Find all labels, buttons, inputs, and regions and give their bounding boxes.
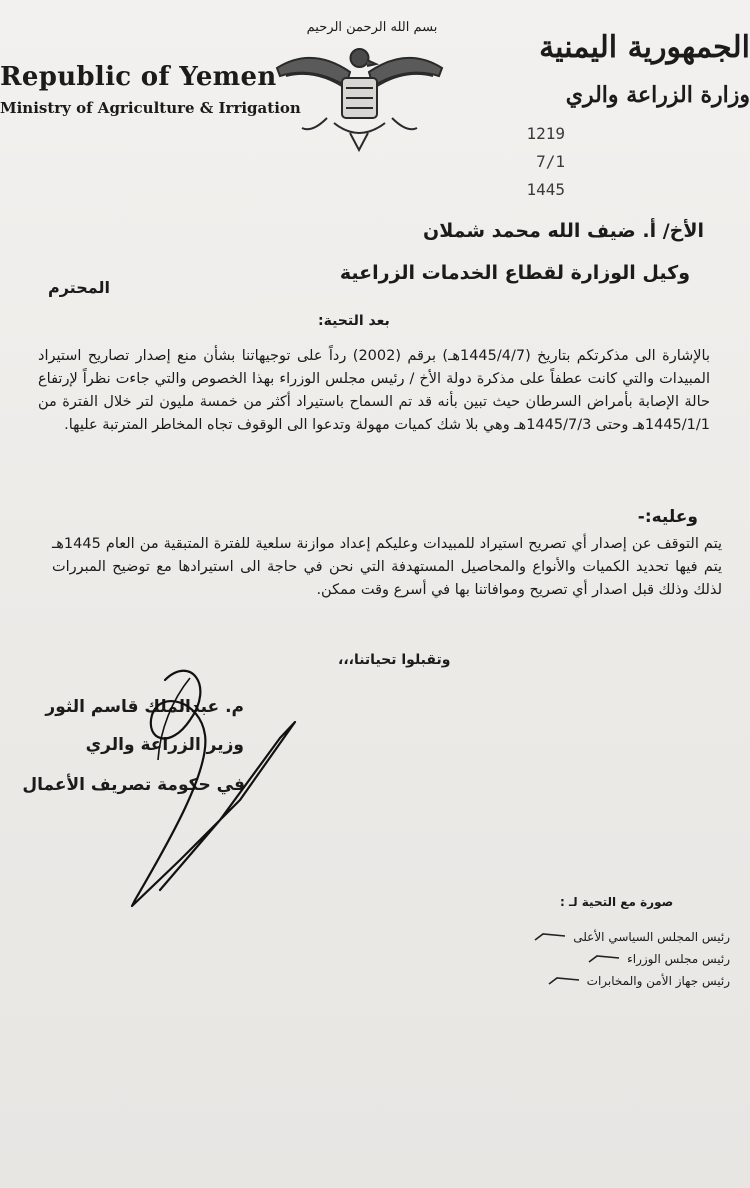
- addressee-title: وكيل الوزارة لقطاع الخدمات الزراعية: [339, 262, 690, 284]
- signatory-title: وزير الزراعة والري: [85, 735, 244, 755]
- check-mark-icon: [547, 974, 581, 988]
- addressee-name: الأخ/ أ. ضيف الله محمد شملان: [422, 220, 704, 242]
- english-country-name: Republic of Yemen: [0, 62, 277, 92]
- closing-salutation: وتقبلوا تحياتنا،،،: [338, 652, 451, 668]
- english-ministry-name: Ministry of Agriculture & Irrigation: [0, 99, 301, 117]
- reference-year: 1445: [526, 180, 565, 199]
- basmala: بسم الله الرحمن الرحيم: [306, 20, 438, 35]
- greeting: بعد التحية:: [318, 313, 390, 329]
- check-mark-icon: [587, 952, 621, 966]
- cc-list: [490, 926, 730, 992]
- therefore-heading: وعليه:-: [637, 507, 698, 527]
- body-paragraph-1: [38, 345, 710, 437]
- arabic-ministry-name: وزارة الزراعة والري: [565, 82, 750, 108]
- yemen-eagle-emblem-icon: [272, 38, 447, 153]
- cc-recipient: [490, 948, 730, 970]
- cc-heading: صورة مع التحية لـ :: [560, 895, 674, 909]
- paragraph-text: يتم التوقف عن إصدار أي تصريح استيراد للمبيدات وعليكم إعداد موازنة سلعية للفترة المتبقية من العام 1445هـ يتم فيها تحديد الكميات والأنواع والمحاصيل المستهدفة التي نحن في حاجة الى استيرادها مع توضيح المبررات لذلك وذلك قبل اصدار أي تصريح وموافاتنا بها في أسرع وقت ممكن.: [52, 536, 722, 598]
- handwritten-signature: [22, 660, 310, 920]
- reference-numbers: [445, 120, 565, 204]
- arabic-country-name: الجمهورية اليمنية: [539, 30, 750, 65]
- addressee-honorific: المحترم: [48, 278, 110, 297]
- reference-number: 1219: [526, 124, 565, 143]
- cc-recipient-label: رئيس جهاز الأمن والمخابرات: [586, 974, 730, 988]
- cc-recipient: [490, 926, 730, 948]
- cc-recipient-label: رئيس مجلس الوزراء: [627, 952, 730, 966]
- body-paragraph-2: [52, 533, 722, 602]
- cc-recipient: [490, 970, 730, 992]
- check-mark-icon: [533, 930, 567, 944]
- signatory-name: م. عبدالملك قاسم الثور: [45, 697, 244, 717]
- signatory-government: في حكومة تصريف الأعمال: [22, 775, 245, 795]
- paragraph-text: بالإشارة الى مذكرتكم بتاريخ (1445/4/7هـ) برقم (2002) رداً على توجيهاتنا بشأن منع إصدار تصاريح استيراد المبيدات والتي كانت عطفاً على مذكرة دولة الأخ / رئيس مجلس الوزراء بهذا الخصوص والتي جاءت نظراً لإرتفاع حالة الإصابة بأمراض السرطان حيث تبين بأنه قد تم السماح باستيراد أكثر من خمسة مليون لتر خلال الفترة من 1445/1/1هـ وحتى 1445/7/3هـ وهي بلا شك كميات مهولة وتدعوا الى الوقوف تجاه المخاطر المترتبة عليها.: [38, 348, 711, 433]
- cc-recipient-label: رئيس المجلس السياسي الأعلى: [573, 930, 730, 944]
- reference-date: 7/1: [536, 152, 565, 171]
